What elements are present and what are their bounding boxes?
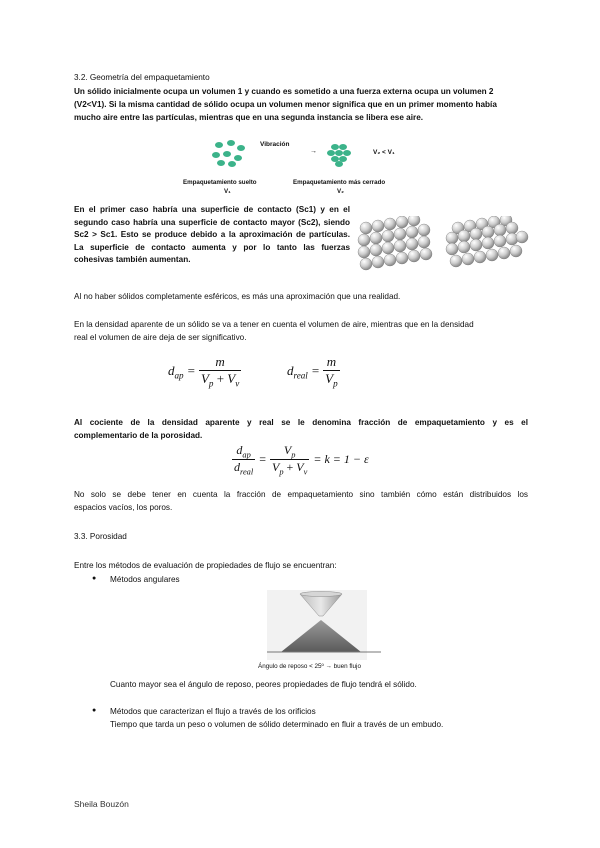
powder-pile xyxy=(281,620,361,652)
formula1-numerator: m xyxy=(215,354,225,369)
formula3-plus: + xyxy=(286,460,294,475)
particle xyxy=(223,151,231,157)
intro-line-1: Un sólido inicialmente ocupa un volumen 1 y cuando es sometido a una fuerza externa ocupa un volumen 2 xyxy=(74,87,494,96)
formula3-d2a-sub: p xyxy=(279,467,284,477)
formula3-n2: V xyxy=(283,443,292,457)
contact-line-5: cohesivas también aumentan. xyxy=(74,255,191,265)
particle xyxy=(331,144,339,150)
contact-line-3: Sc2 > Sc1. Esto se produce debido a la aproximación de partículas. xyxy=(74,230,350,240)
particle xyxy=(237,145,245,151)
loose-volume: V₁ xyxy=(224,188,231,195)
section-title-3-2: 3.2. Geometría del empaquetamiento xyxy=(74,73,210,82)
formula3-tail: = k = 1 − ε xyxy=(313,452,369,467)
formula3-d2a: V xyxy=(271,460,280,475)
dense-packing-label: Empaquetamiento más cerrado xyxy=(293,179,386,186)
formula2-eq: = xyxy=(311,363,320,379)
sphere-packing-illustration xyxy=(356,216,530,274)
formula2-den: V xyxy=(325,371,334,386)
loose-packing-label: Empaquetamiento suelto xyxy=(183,179,257,186)
particle xyxy=(339,156,347,162)
dense-volume: V₂ xyxy=(337,188,344,195)
formula2-lhs-sub: real xyxy=(293,370,308,381)
funnel-icon xyxy=(300,594,342,616)
formula3-eq1: = xyxy=(259,452,266,467)
packing-line-2: complementario de la porosidad. xyxy=(74,431,203,440)
dense-particles xyxy=(327,144,351,167)
formula1-den-a: V xyxy=(200,371,209,386)
formula-packing-fraction xyxy=(232,443,369,477)
particle xyxy=(343,150,351,156)
distribution-line-1: No solo se debe tener en cuenta la fracción de empaquetamiento sino también cómo están distribuidos los xyxy=(74,490,528,499)
formula-real-density xyxy=(287,354,340,389)
intro-line-2: (V2<V1). Si la misma cantidad de sólido ocupa un volumen menor significa que en un primer momento había xyxy=(74,100,497,109)
particle xyxy=(331,156,339,162)
formula2-numerator: m xyxy=(326,354,337,369)
method-orifice-text: Tiempo que tarda un peso o volumen de sólido determinado en fluir a través de un embudo. xyxy=(110,720,444,729)
side-panel xyxy=(367,590,381,660)
vibration-label: Vibración xyxy=(260,141,290,148)
section-title-3-3: 3.3. Porosidad xyxy=(74,532,127,541)
simple-cubic-packing xyxy=(358,216,432,270)
volume-inequality: V₂ < V₁ xyxy=(373,149,395,156)
vibration-diagram xyxy=(183,136,420,198)
formula1-den-a-sub: p xyxy=(208,378,214,389)
formula3-d1: d xyxy=(234,460,240,475)
particle xyxy=(227,140,235,146)
loose-particles xyxy=(212,140,245,167)
contact-line-1: En el primer caso habría una superficie de contacto (Sc1) y en el xyxy=(74,205,350,214)
bullet-icon: ● xyxy=(92,575,97,582)
particle xyxy=(339,144,347,150)
method-orifice: Métodos que caracterizan el flujo a través de los orificios xyxy=(110,707,316,716)
particle xyxy=(234,155,242,161)
particle xyxy=(215,142,223,148)
intro-line-3: mucho aire entre las partículas, mientras que en una segunda instancia se libera ese aire. xyxy=(74,113,424,122)
formula3-n1-sub: ap xyxy=(242,450,251,460)
methods-intro: Entre los métodos de evaluación de propiedades de flujo se encuentran: xyxy=(74,561,337,570)
footer-author: Sheila Bouzón xyxy=(74,799,129,809)
distribution-line-2: espacios vacíos, los poros. xyxy=(74,503,173,512)
particle xyxy=(335,150,343,156)
close-packing xyxy=(446,216,528,267)
formula3-n2-sub: p xyxy=(291,450,296,460)
formula1-plus: + xyxy=(216,371,225,386)
packing-line-1: Al cociente de la densidad aparente y real se le denomina fracción de empaquetamiento y es el xyxy=(74,418,528,427)
contact-line-4: La superficie de contacto aumenta y por lo tanto las fuerzas xyxy=(74,242,350,252)
formula-apparent-density xyxy=(168,354,241,389)
formula3-d1-sub: real xyxy=(240,467,254,477)
funnel-pile-graphic xyxy=(267,590,381,660)
formula3-d2b-sub: v xyxy=(303,467,308,477)
formula1-den-b: V xyxy=(227,371,236,386)
arrow-icon: → xyxy=(310,148,317,155)
formula2-lhs: d xyxy=(287,362,294,378)
particle xyxy=(217,160,225,166)
formula1-lhs-sub: ap xyxy=(174,370,184,381)
method-angular-text: Cuanto mayor sea el ángulo de reposo, peores propiedades de flujo tendrá el sólido. xyxy=(110,680,417,689)
contact-paragraph xyxy=(74,204,350,267)
density-line-2: real el volumen de aire deja de ser significativo. xyxy=(74,333,247,342)
particle xyxy=(335,161,343,167)
contact-line-2: segundo caso habría una superficie de contacto mayor (Sc2), siendo xyxy=(74,217,350,227)
particle xyxy=(212,152,220,158)
method-angular: Métodos angulares xyxy=(110,575,180,584)
spheres-note: Al no haber sólidos completamente esféricos, es más una aproximación que una realidad. xyxy=(74,292,401,301)
particle xyxy=(327,150,335,156)
bullet-icon: ● xyxy=(92,707,97,714)
funnel-illustration xyxy=(267,590,381,660)
density-line-1: En la densidad aparente de un sólido se va a tener en cuenta el volumen de aire, mientras que en la densidad xyxy=(74,320,474,329)
particle xyxy=(228,161,236,167)
funnel-caption: Ángulo de reposo < 25º → buen flujo xyxy=(258,663,361,670)
particles-illustration xyxy=(205,136,420,198)
formula3-d2b: V xyxy=(296,460,304,475)
formula3-n1: d xyxy=(236,443,243,457)
formula2-den-sub: p xyxy=(333,378,338,389)
formula1-lhs: d xyxy=(168,362,175,378)
funnel-rim xyxy=(300,592,342,597)
formula1-eq: = xyxy=(187,363,195,379)
formula1-den-b-sub: v xyxy=(235,378,240,389)
